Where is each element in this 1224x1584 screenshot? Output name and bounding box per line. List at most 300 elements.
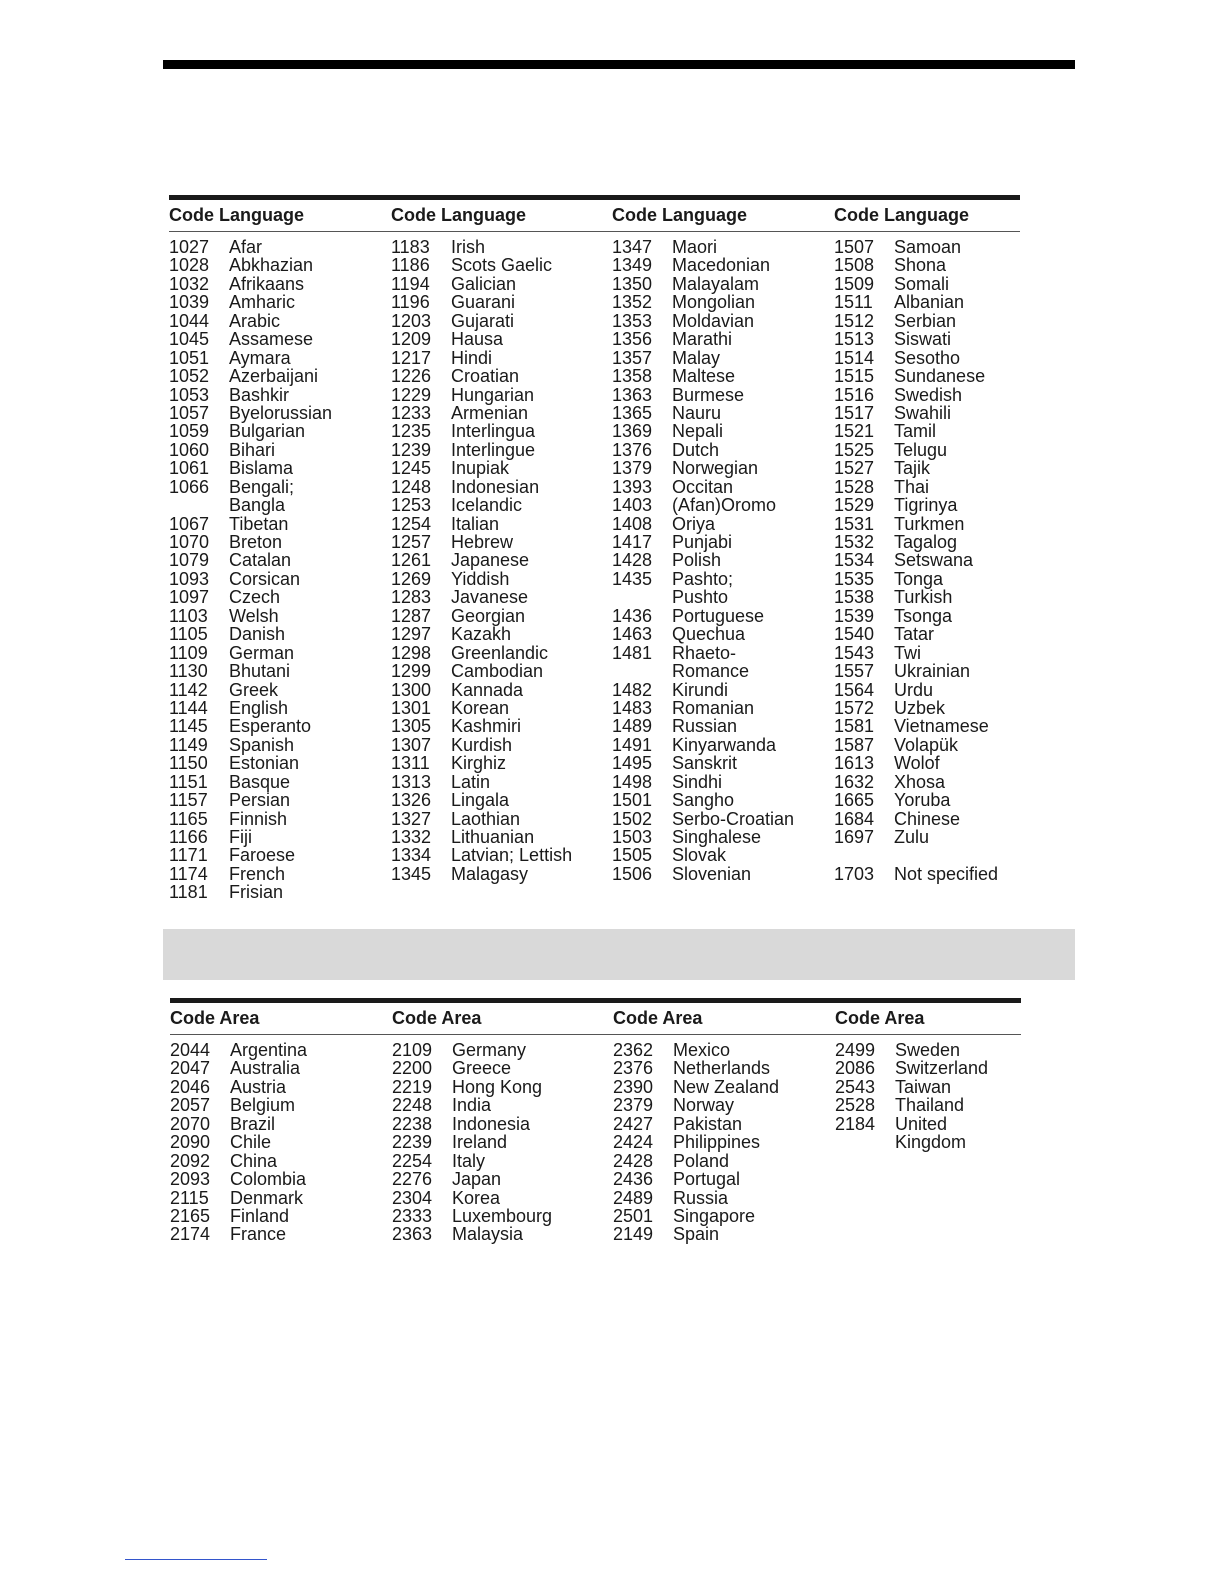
table-row — [169, 681, 332, 699]
table-row — [391, 717, 572, 735]
row-code: 1239 — [391, 439, 432, 460]
row-code: 1269 — [391, 568, 432, 589]
row-name: Interlingue — [451, 439, 536, 460]
row-code: 1039 — [169, 292, 210, 313]
row-code: 2362 — [613, 1040, 654, 1060]
row-name: Thai — [894, 476, 930, 497]
row-code: 1502 — [612, 808, 653, 829]
row-code: 1512 — [834, 310, 875, 331]
row-code: 1151 — [169, 771, 208, 792]
row-name: Croatian — [451, 366, 520, 387]
row-name: Esperanto — [229, 716, 312, 737]
column-header — [170, 1008, 380, 1028]
table-row — [170, 1170, 307, 1188]
row-name: Faroese — [229, 845, 296, 866]
table-row — [391, 865, 572, 883]
row-name: China — [230, 1150, 278, 1171]
table-row — [613, 1170, 779, 1188]
row-name: Polish — [672, 550, 722, 571]
row-name: Russia — [673, 1187, 729, 1208]
row-name: Georgian — [451, 605, 526, 626]
table-row — [391, 644, 572, 662]
row-code: 2501 — [613, 1205, 654, 1226]
row-code: 1363 — [612, 384, 653, 405]
table-row — [612, 386, 794, 404]
area-table-header-rule — [170, 1034, 1021, 1035]
table-row — [169, 607, 332, 625]
row-name: Pashto; — [672, 568, 734, 589]
row-name: Greenlandic — [451, 642, 549, 663]
row-code: 1166 — [169, 827, 208, 847]
row-name: Singhalese — [672, 827, 762, 847]
table-row — [169, 644, 332, 662]
table-row — [612, 754, 794, 772]
row-code: 1183 — [391, 237, 430, 257]
table-row — [391, 773, 572, 791]
row-code: 1209 — [391, 329, 432, 350]
table-row — [613, 1225, 779, 1243]
row-code: 1032 — [169, 273, 210, 294]
row-code: 1311 — [391, 753, 430, 774]
table-row — [834, 717, 998, 735]
table-row — [834, 496, 998, 514]
table-row — [834, 293, 998, 311]
row-name: Japan — [452, 1169, 502, 1190]
row-code: 2057 — [170, 1095, 211, 1116]
rows — [170, 1041, 307, 1244]
row-code: 1045 — [169, 329, 210, 350]
row-code: 1535 — [834, 568, 875, 589]
row-code: 2165 — [170, 1205, 211, 1226]
table-row — [392, 1152, 552, 1170]
table-row — [612, 570, 794, 588]
row-code: 1157 — [169, 790, 208, 811]
row-code: 2200 — [392, 1058, 433, 1079]
table-row — [835, 1115, 988, 1133]
header-language: Language — [662, 205, 748, 225]
row-name: Malaysia — [452, 1224, 524, 1245]
table-row — [834, 478, 998, 496]
row-code: 1217 — [391, 347, 432, 368]
table-row — [391, 386, 572, 404]
table-row — [612, 293, 794, 311]
row-name: Colombia — [230, 1169, 307, 1190]
table-row — [612, 791, 794, 809]
row-code — [612, 588, 672, 606]
row-code: 1165 — [169, 808, 208, 829]
row-name: Uzbek — [894, 697, 946, 718]
row-code: 2090 — [170, 1132, 211, 1153]
row-code: 1516 — [834, 384, 875, 405]
table-row — [834, 422, 998, 440]
table-row — [391, 441, 572, 459]
row-name: Zulu — [894, 827, 930, 847]
row-code: 1540 — [834, 624, 875, 645]
row-code — [612, 662, 672, 680]
table-row — [169, 478, 332, 496]
table-row — [612, 330, 794, 348]
row-name: Estonian — [229, 753, 300, 774]
row-code: 2219 — [392, 1076, 433, 1097]
row-name: Portuguese — [672, 605, 765, 626]
row-code: 1528 — [834, 476, 875, 497]
table-row — [391, 736, 572, 754]
row-code: 1581 — [834, 716, 875, 737]
row-code: 2254 — [392, 1150, 433, 1171]
header-code: Code — [834, 205, 879, 225]
table-row — [391, 625, 572, 643]
row-code: 1196 — [391, 292, 430, 313]
row-code: 1287 — [391, 605, 432, 626]
table-row — [392, 1059, 552, 1077]
table-row — [391, 422, 572, 440]
row-code: 1300 — [391, 679, 432, 700]
table-row — [170, 1096, 307, 1114]
table-row — [391, 312, 572, 330]
row-name: Azerbaijani — [229, 366, 319, 387]
table-row — [391, 256, 572, 274]
row-code: 1365 — [612, 402, 653, 423]
row-code: 1511 — [834, 292, 873, 313]
row-code: 1145 — [169, 716, 208, 737]
table-row — [834, 367, 998, 385]
row-name: Xhosa — [894, 771, 946, 792]
table-row — [834, 386, 998, 404]
row-code: 1613 — [834, 753, 875, 774]
row-code: 1489 — [612, 716, 653, 737]
row-name: Czech — [229, 587, 281, 608]
row-code: 2047 — [170, 1058, 211, 1079]
row-name: Australia — [230, 1058, 301, 1079]
row-code: 2046 — [170, 1076, 211, 1097]
row-name: Romanian — [672, 697, 755, 718]
row-name: Maori — [672, 237, 718, 257]
row-code: 2109 — [392, 1040, 433, 1060]
row-name: Malagasy — [451, 863, 529, 884]
row-code: 1097 — [169, 587, 210, 608]
row-name: Portugal — [673, 1169, 741, 1190]
table-row — [834, 865, 998, 883]
table-row — [612, 349, 794, 367]
row-name: Urdu — [894, 679, 934, 700]
row-name: Serbian — [894, 310, 957, 331]
row-code: 1369 — [612, 421, 653, 442]
row-code: 1297 — [391, 624, 432, 645]
row-name: Hong Kong — [452, 1076, 543, 1097]
row-code: 1061 — [169, 458, 210, 479]
area-column-2 — [392, 1008, 602, 1245]
row-name: New Zealand — [673, 1076, 780, 1097]
row-name: English — [229, 697, 289, 718]
row-name: Norwegian — [672, 458, 759, 479]
row-code: 1572 — [834, 697, 875, 718]
row-name: Macedonian — [672, 255, 771, 276]
row-code: 1505 — [612, 845, 653, 866]
row-code: 2428 — [613, 1150, 654, 1171]
row-name: Tagalog — [894, 532, 958, 552]
row-code: 1057 — [169, 402, 210, 423]
section-band — [163, 929, 1075, 980]
table-row — [169, 441, 332, 459]
table-row — [391, 404, 572, 422]
row-name: Breton — [229, 532, 283, 552]
row-name: Bihari — [229, 439, 276, 460]
table-row — [612, 441, 794, 459]
row-code: 2543 — [835, 1076, 876, 1097]
row-name: Sindhi — [672, 771, 723, 792]
row-name: Marathi — [672, 329, 733, 350]
row-name: Wolof — [894, 753, 940, 774]
row-name: Twi — [894, 642, 921, 663]
row-code: 1517 — [834, 402, 875, 423]
row-name: Samoan — [894, 237, 962, 257]
row-name: Javanese — [451, 587, 529, 608]
header-language: Language — [884, 205, 970, 225]
row-code: 1245 — [391, 458, 432, 479]
row-code: 1513 — [834, 329, 875, 350]
row-code: 1534 — [834, 550, 875, 571]
row-name: Poland — [673, 1150, 730, 1171]
header-code: Code — [835, 1008, 880, 1028]
table-row — [170, 1078, 307, 1096]
table-row — [169, 883, 332, 901]
row-name: Kashmiri — [451, 716, 522, 737]
row-name: Indonesia — [452, 1113, 531, 1134]
header-area: Area — [884, 1008, 925, 1028]
row-code: 2424 — [613, 1132, 654, 1153]
table-row — [392, 1170, 552, 1188]
row-code: 1307 — [391, 734, 432, 755]
table-row — [834, 681, 998, 699]
row-name: Telugu — [894, 439, 948, 460]
table-row — [170, 1207, 307, 1225]
row-name: Latvian; Lettish — [451, 845, 573, 866]
table-row — [169, 515, 332, 533]
table-row — [391, 588, 572, 606]
row-name: Malay — [672, 347, 721, 368]
table-row — [170, 1189, 307, 1207]
row-name: Shona — [894, 255, 947, 276]
table-row — [169, 625, 332, 643]
row-name: Kingdom — [895, 1132, 967, 1153]
row-name: Spain — [673, 1224, 720, 1245]
table-row — [169, 386, 332, 404]
row-name: Tatar — [894, 624, 935, 645]
table-row — [612, 588, 794, 606]
row-name: Kazakh — [451, 624, 512, 645]
row-name: (Afan)Oromo — [672, 495, 777, 516]
row-name: Swedish — [894, 384, 963, 405]
rows — [612, 238, 794, 883]
row-code: 1521 — [834, 421, 875, 442]
row-code: 2115 — [170, 1187, 209, 1208]
row-code: 1044 — [169, 310, 210, 331]
row-name: Dutch — [672, 439, 720, 460]
row-code: 1305 — [391, 716, 432, 737]
table-row — [391, 754, 572, 772]
row-name: Kirundi — [672, 679, 729, 700]
row-code: 1491 — [612, 734, 653, 755]
row-code: 1257 — [391, 532, 432, 552]
row-name: Scots Gaelic — [451, 255, 553, 276]
header-code: Code — [392, 1008, 437, 1028]
row-code: 2184 — [835, 1113, 876, 1134]
row-name: India — [452, 1095, 492, 1116]
row-code: 1515 — [834, 366, 875, 387]
row-name: Greece — [452, 1058, 512, 1079]
table-row — [834, 846, 998, 864]
row-code: 2333 — [392, 1205, 433, 1226]
table-row — [391, 330, 572, 348]
table-row — [169, 699, 332, 717]
row-name: Nauru — [672, 402, 722, 423]
table-row — [169, 791, 332, 809]
row-name: Latin — [451, 771, 491, 792]
table-row — [834, 459, 998, 477]
row-name: Greek — [229, 679, 279, 700]
rows — [169, 238, 332, 902]
table-row — [834, 275, 998, 293]
row-code: 1332 — [391, 827, 432, 847]
row-name: Abkhazian — [229, 255, 314, 276]
table-row — [835, 1059, 988, 1077]
row-name: Hungarian — [451, 384, 535, 405]
row-name: Afrikaans — [229, 273, 305, 294]
table-row — [170, 1041, 307, 1059]
row-code: 1379 — [612, 458, 653, 479]
table-row — [392, 1041, 552, 1059]
row-code: 1393 — [612, 476, 653, 497]
row-code: 1495 — [612, 753, 653, 774]
row-code: 1070 — [169, 532, 210, 552]
table-row — [612, 496, 794, 514]
row-name: French — [229, 863, 286, 884]
row-code: 1498 — [612, 771, 653, 792]
table-row — [169, 662, 332, 680]
area-column-3 — [613, 1008, 823, 1245]
table-row — [835, 1041, 988, 1059]
row-code: 1529 — [834, 495, 875, 516]
row-name: Kannada — [451, 679, 524, 700]
row-name: Kinyarwanda — [672, 734, 777, 755]
row-code: 1174 — [169, 863, 208, 884]
row-code: 2489 — [613, 1187, 654, 1208]
row-code: 2499 — [835, 1040, 876, 1060]
row-code: 1079 — [169, 550, 210, 571]
row-code: 2376 — [613, 1058, 654, 1079]
table-row — [169, 422, 332, 440]
row-code: 2248 — [392, 1095, 433, 1116]
row-code: 1703 — [834, 863, 875, 884]
row-name: Chile — [230, 1132, 272, 1153]
table-row — [613, 1096, 779, 1114]
column-header — [612, 205, 822, 225]
table-row — [169, 773, 332, 791]
row-name: Albanian — [894, 292, 965, 313]
row-code: 1261 — [391, 550, 432, 571]
row-name: Bangla — [229, 495, 286, 516]
row-code: 1171 — [169, 845, 208, 866]
row-code: 1357 — [612, 347, 653, 368]
table-row — [391, 791, 572, 809]
table-row — [169, 404, 332, 422]
row-name: Pakistan — [673, 1113, 743, 1134]
table-row — [170, 1152, 307, 1170]
page-link-underline — [125, 1559, 267, 1560]
table-row — [613, 1059, 779, 1077]
row-code: 1684 — [834, 808, 875, 829]
row-code: 1509 — [834, 273, 875, 294]
table-row — [391, 515, 572, 533]
header-area: Area — [441, 1008, 482, 1028]
table-row — [391, 570, 572, 588]
table-row — [612, 644, 794, 662]
table-row — [169, 533, 332, 551]
row-name: Sanskrit — [672, 753, 738, 774]
row-name: Guarani — [451, 292, 516, 313]
table-row — [612, 810, 794, 828]
row-name: Ukrainian — [894, 661, 971, 682]
row-code: 1539 — [834, 605, 875, 626]
table-row — [391, 293, 572, 311]
header-code: Code — [613, 1008, 658, 1028]
row-name: Bislama — [229, 458, 294, 479]
row-name: Turkmen — [894, 513, 965, 534]
row-code: 1313 — [391, 771, 432, 792]
header-code: Code — [391, 205, 436, 225]
table-row — [612, 699, 794, 717]
table-row — [612, 717, 794, 735]
table-row — [170, 1225, 307, 1243]
table-row — [170, 1133, 307, 1151]
row-code: 1051 — [169, 347, 210, 368]
table-row — [834, 404, 998, 422]
table-row — [391, 846, 572, 864]
table-row — [835, 1096, 988, 1114]
row-name: Fiji — [229, 827, 252, 847]
table-row — [834, 330, 998, 348]
row-code: 1347 — [612, 237, 653, 257]
row-name: Setswana — [894, 550, 974, 571]
row-name: Assamese — [229, 329, 314, 350]
row-code: 2427 — [613, 1113, 654, 1134]
row-name: Mexico — [673, 1040, 731, 1060]
table-row — [391, 828, 572, 846]
row-code: 1352 — [612, 292, 653, 313]
row-name: Lingala — [451, 790, 510, 811]
row-name: Inupiak — [451, 458, 510, 479]
row-name: Germany — [452, 1040, 527, 1060]
row-name: Burmese — [672, 384, 745, 405]
row-name: Persian — [229, 790, 291, 811]
table-row — [835, 1133, 988, 1151]
header-language: Language — [219, 205, 305, 225]
table-row — [834, 551, 998, 569]
row-name: Catalan — [229, 550, 292, 571]
row-name: Quechua — [672, 624, 746, 645]
row-code: 1027 — [169, 237, 210, 257]
row-code: 1353 — [612, 310, 653, 331]
row-name: Finland — [230, 1205, 290, 1226]
row-name: Denmark — [230, 1187, 304, 1208]
table-row — [392, 1133, 552, 1151]
row-code: 1186 — [391, 255, 430, 276]
row-name: Taiwan — [895, 1076, 952, 1097]
row-name: Interlingua — [451, 421, 536, 442]
row-name — [894, 846, 998, 864]
row-code: 1665 — [834, 790, 875, 811]
row-name: Kurdish — [451, 734, 513, 755]
